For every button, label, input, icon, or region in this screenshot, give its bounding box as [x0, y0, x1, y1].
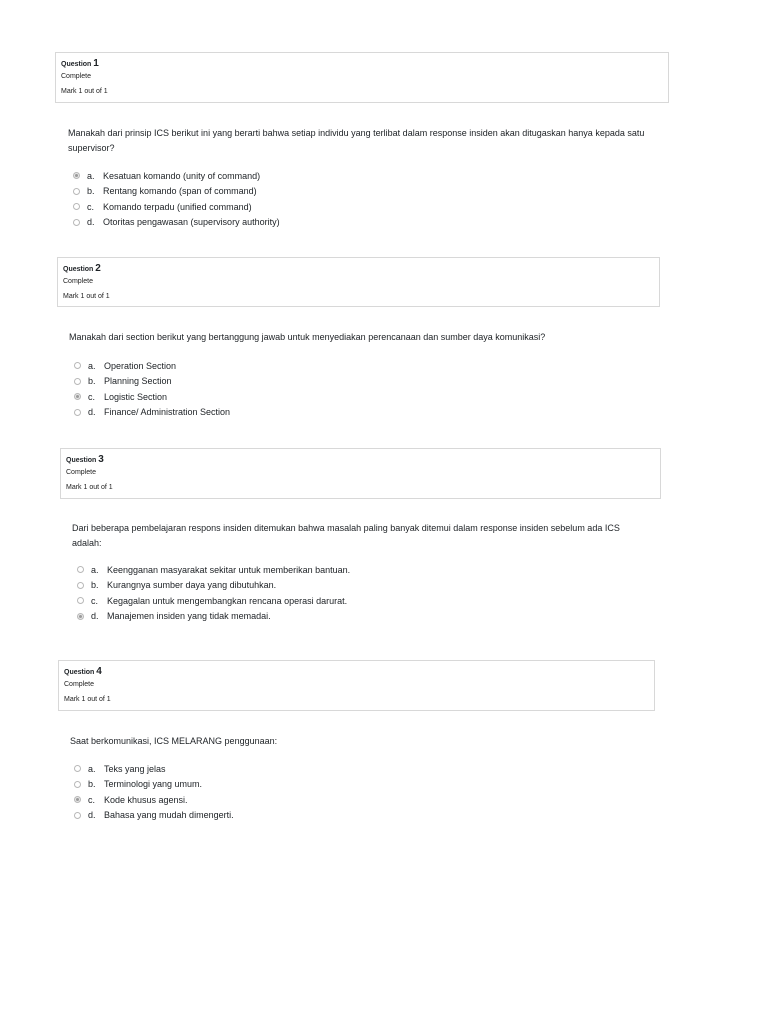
question-1-mark: Mark 1 out of 1 — [61, 88, 108, 95]
answer-option[interactable]: a. Keengganan masyarakat sekitar untuk memberikan bantuan. — [77, 562, 350, 578]
answer-option[interactable]: c. Kegagalan untuk mengembangkan rencana operasi darurat. — [77, 593, 350, 609]
radio-icon[interactable] — [77, 597, 84, 604]
answer-option[interactable]: d. Otoritas pengawasan (supervisory authority) — [73, 215, 280, 231]
answer-option[interactable]: c. Komando terpadu (unified command) — [73, 199, 280, 215]
answer-text: Bahasa yang mudah dimengerti. — [104, 810, 234, 821]
answer-text: Planning Section — [104, 376, 172, 387]
radio-icon[interactable] — [74, 362, 81, 369]
answer-option[interactable]: a. Kesatuan komando (unity of command) — [73, 168, 280, 184]
radio-icon[interactable] — [73, 188, 80, 195]
answer-text: Finance/ Administration Section — [104, 407, 231, 418]
answer-text: Kode khusus agensi. — [104, 794, 188, 805]
answer-text: Teks yang jelas — [104, 763, 166, 774]
question-2-state: Complete — [63, 278, 93, 285]
question-3-text: Dari beberapa pembelajaran respons insiden ditemukan bahwa masalah paling banyak ditemui dalam response insiden sebelum ada ICS adalah: — [72, 523, 620, 548]
radio-icon[interactable] — [74, 781, 81, 788]
question-1-title: Question 1 — [61, 58, 99, 69]
question-1-info — [55, 52, 669, 103]
answer-option[interactable]: d. Finance/ Administration Section — [74, 405, 230, 421]
answer-option[interactable]: b. Planning Section — [74, 374, 230, 390]
radio-icon[interactable] — [74, 812, 81, 819]
answer-option[interactable]: a. Teks yang jelas — [74, 761, 234, 777]
answer-option[interactable]: c. Kode khusus agensi. — [74, 792, 234, 808]
question-4-mark: Mark 1 out of 1 — [64, 696, 111, 703]
radio-icon[interactable] — [74, 378, 81, 385]
question-2-text: Manakah dari section berikut yang bertanggung jawab untuk menyediakan perencanaan dan sumber daya komunikasi? — [69, 332, 546, 342]
answer-text: Logistic Section — [104, 391, 168, 402]
answer-text: Otoritas pengawasan (supervisory authority) — [103, 217, 280, 228]
answer-option[interactable]: b. Rentang komando (span of command) — [73, 184, 280, 200]
question-3-mark: Mark 1 out of 1 — [66, 484, 113, 491]
question-2-title: Question 2 — [63, 263, 101, 274]
radio-icon[interactable] — [77, 566, 84, 573]
answer-text: Terminologi yang umum. — [104, 779, 203, 790]
question-2-mark: Mark 1 out of 1 — [63, 293, 110, 300]
question-2-info — [57, 257, 660, 307]
question-3-info — [60, 448, 661, 499]
question-1-answers — [73, 168, 280, 230]
answer-text: Operation Section — [104, 360, 177, 371]
question-1-text: Manakah dari prinsip ICS berikut ini yang berarti bahwa setiap individu yang terlibat dalam response insiden akan ditugaskan hanya kepada satu supervisor? — [68, 128, 645, 153]
answer-text: Manajemen insiden yang tidak memadai. — [107, 611, 271, 622]
question-3-state: Complete — [66, 469, 96, 476]
answer-text: Komando terpadu (unified command) — [103, 201, 252, 212]
question-4-state: Complete — [64, 681, 94, 688]
answer-text: Keengganan masyarakat sekitar untuk memberikan bantuan. — [107, 564, 351, 575]
answer-option[interactable]: b. Kurangnya sumber daya yang dibutuhkan. — [77, 578, 350, 594]
answer-option[interactable]: d. Bahasa yang mudah dimengerti. — [74, 808, 234, 824]
answer-text: Kurangnya sumber daya yang dibutuhkan. — [107, 580, 277, 591]
question-3-answers — [77, 562, 350, 624]
radio-icon[interactable] — [74, 765, 81, 772]
answer-text: Rentang komando (span of command) — [103, 186, 257, 197]
question-4-info — [58, 660, 655, 711]
answer-option[interactable]: c. Logistic Section — [74, 389, 230, 405]
question-1-state: Complete — [61, 73, 91, 80]
radio-icon[interactable] — [73, 203, 80, 210]
radio-checked-icon[interactable] — [74, 393, 81, 400]
question-4-text: Saat berkomunikasi, ICS MELARANG penggunaan: — [70, 736, 278, 746]
answer-option[interactable]: b. Terminologi yang umum. — [74, 777, 234, 793]
radio-checked-icon[interactable] — [74, 796, 81, 803]
radio-icon[interactable] — [73, 219, 80, 226]
radio-icon[interactable] — [74, 409, 81, 416]
radio-checked-icon[interactable] — [73, 172, 80, 179]
question-3-title: Question 3 — [66, 454, 104, 465]
question-4-answers — [74, 761, 234, 823]
radio-checked-icon[interactable] — [77, 613, 84, 620]
answer-text: Kesatuan komando (unity of command) — [103, 170, 261, 181]
answer-option[interactable]: a. Operation Section — [74, 358, 230, 374]
question-4-title: Question 4 — [64, 666, 102, 677]
answer-text: Kegagalan untuk mengembangkan rencana operasi darurat. — [107, 595, 348, 606]
question-2-answers — [74, 358, 230, 420]
answer-option[interactable]: d. Manajemen insiden yang tidak memadai. — [77, 609, 350, 625]
radio-icon[interactable] — [77, 582, 84, 589]
